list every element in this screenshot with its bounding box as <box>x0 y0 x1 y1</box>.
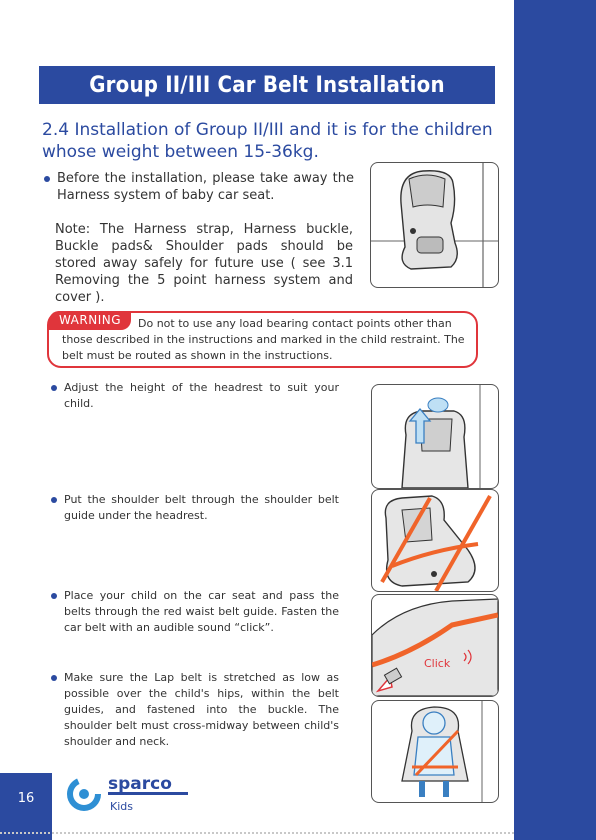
child-seated-illustration <box>371 700 499 803</box>
shoulder-belt-illustration <box>371 489 499 592</box>
bullet-icon <box>51 675 57 681</box>
child-in-seat-icon <box>372 701 498 802</box>
step-headrest <box>51 380 339 412</box>
step-headrest-text: Adjust the height of the headrest to suit your child. <box>64 381 339 410</box>
click-label: Click <box>424 657 451 670</box>
step-remove-harness-text: Before the installation, please take away the Harness system of baby car seat. <box>57 171 354 203</box>
headrest-icon <box>372 385 498 488</box>
page-number: 16 <box>17 791 35 806</box>
bullet-icon <box>44 176 50 182</box>
seat-without-harness-illustration <box>370 162 499 288</box>
buckle-icon <box>372 595 498 696</box>
page-tab-divider <box>0 770 52 773</box>
step-remove-harness <box>44 170 354 204</box>
bullet-icon <box>51 497 57 503</box>
page-number-tab <box>0 770 52 840</box>
step-lap-belt-text: Make sure the Lap belt is stretched as low as possible over the child's hips, within the belt guides, and fastened into the buckle. The shoulder belt must cross-midway between child's shoulder and neck. <box>64 671 339 748</box>
step-shoulder-belt <box>51 492 339 524</box>
car-seat-icon <box>371 163 498 287</box>
bottom-dotted-rule <box>0 832 514 838</box>
warning-text: Do not to use any load bearing contact points other than those described in the instructions and marked in the child restraint. The belt must be routed as shown in the instructions. <box>62 317 465 362</box>
buckle-click-illustration <box>371 594 499 697</box>
harness-note: Note: The Harness strap, Harness buckle, Buckle pads& Shoulder pads should be stored away safely for future use ( see 3.1 Removing the 5 point harness system and cover ). <box>55 222 353 305</box>
logo-brand-text: sparco <box>108 774 172 794</box>
sparco-kids-logo <box>64 770 194 816</box>
bullet-icon <box>51 385 57 391</box>
step-shoulder-belt-text: Put the shoulder belt through the shoulder belt guide under the headrest. <box>64 493 339 522</box>
belt-routing-icon <box>372 490 498 591</box>
step-lap-belt <box>51 670 339 750</box>
page-title <box>39 66 495 104</box>
headrest-adjust-illustration <box>371 384 499 489</box>
step-waist-belt-text: Place your child on the car seat and pass the belts through the red waist belt guide. Fasten the car belt with an audible sound “click”. <box>64 589 339 634</box>
step-waist-belt <box>51 588 339 636</box>
warning-label: WARNING <box>49 311 131 330</box>
logo-mark-icon <box>64 770 194 816</box>
bullet-icon <box>51 593 57 599</box>
section-heading: 2.4 Installation of Group II/III and it is for the children whose weight between 15-36kg. <box>42 120 493 162</box>
page-title-text: Group II/III Car Belt Installation <box>89 72 445 98</box>
logo-sub-text: Kids <box>110 800 133 813</box>
side-color-band <box>514 0 596 840</box>
